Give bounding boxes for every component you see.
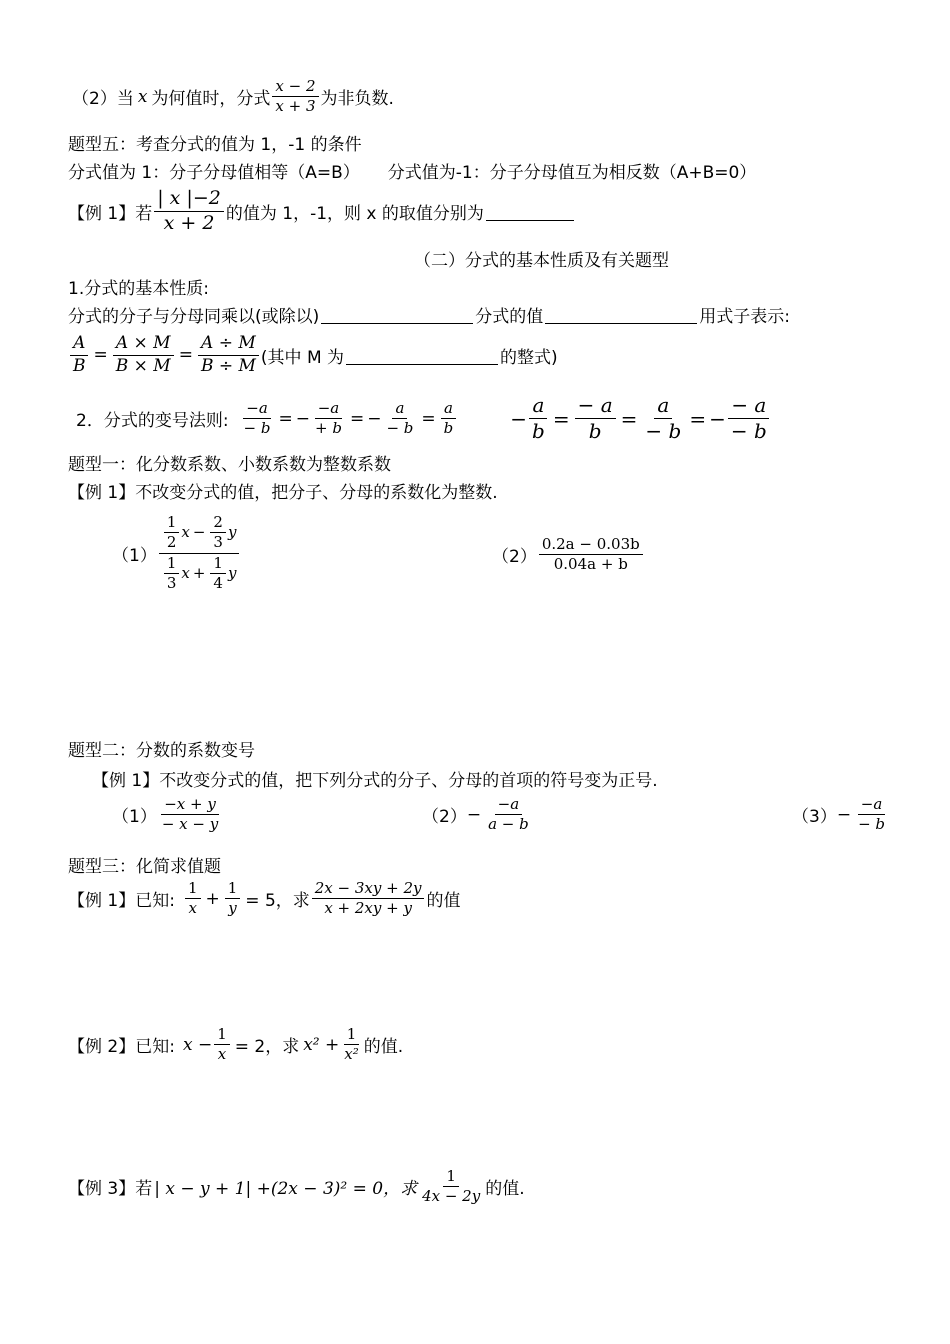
num: −a: [315, 400, 343, 419]
condition: | x − y + 1| +(2x − 3)² = 0，求: [154, 1179, 418, 1200]
t2-title: 题型二：分数的系数变号: [68, 741, 255, 761]
den: b: [588, 419, 602, 443]
den: − b: [858, 815, 886, 834]
type5-ex-fraction: [154, 188, 224, 235]
t1-problem-1: [112, 514, 241, 592]
type5-rules: [68, 158, 756, 183]
label: （2）: [422, 807, 467, 828]
t1-complex-num: [159, 514, 240, 554]
num: 0.2a − 0.03b: [539, 536, 643, 555]
x-squared-plus: x² +: [303, 1034, 340, 1055]
eq: =: [349, 408, 365, 429]
t2-f3: [855, 796, 888, 834]
num: 1: [164, 555, 180, 574]
num: −a: [858, 796, 886, 815]
plus: +: [192, 563, 206, 582]
type5-ex-label: 【例 1】若: [68, 203, 153, 224]
num: 2: [210, 514, 226, 533]
tail: 的值.: [363, 1037, 404, 1058]
den: x + 2xy + y: [324, 899, 412, 918]
t2-problem-1: [112, 796, 223, 834]
t2-problem-2: [422, 796, 534, 834]
sign-rule: [76, 394, 772, 443]
prop-blank-1[interactable]: [321, 305, 473, 324]
eq: =: [278, 408, 293, 429]
type5-title: 题型五：考查分式的值为 1，-1 的条件: [68, 135, 362, 155]
den: 2: [166, 533, 177, 552]
num: 1: [344, 1026, 360, 1045]
eq: =: [689, 406, 707, 431]
sign-b4: [728, 394, 770, 443]
type5-example: [68, 188, 576, 235]
t2-f2: [485, 796, 532, 834]
answer-blank[interactable]: [486, 202, 574, 221]
minus: −: [510, 406, 528, 431]
label: 【例 2】已知:: [68, 1037, 175, 1058]
den: 3: [166, 573, 177, 592]
prop-line: [68, 302, 790, 327]
eq: =: [620, 406, 638, 431]
den: B × M: [115, 355, 171, 376]
den: b: [532, 419, 545, 443]
half: [164, 514, 180, 552]
den: − b: [645, 419, 682, 443]
num: 1: [225, 880, 241, 899]
den: B: [73, 355, 86, 376]
num: −x + y: [161, 796, 219, 815]
t3-example-3: [68, 1168, 525, 1206]
den: − b: [243, 419, 271, 437]
t1-decimal-fraction: [539, 536, 643, 574]
one-over-x2: [341, 1026, 361, 1064]
t3-example-2: [68, 1026, 403, 1064]
q2-numerator: x − 2: [272, 78, 318, 97]
type5-ex-numerator: | x |−2: [154, 188, 224, 212]
den: + b: [315, 419, 342, 437]
q2-fraction: [272, 78, 318, 116]
t1-title: 题型一：化分数系数、小数系数为整数系数: [68, 455, 391, 475]
x: x: [181, 523, 190, 542]
q2-denominator: x + 3: [275, 97, 316, 116]
num: a: [654, 394, 672, 419]
den: 4x − 2y: [422, 1187, 481, 1206]
quarter: [210, 555, 226, 593]
eq: =: [93, 345, 108, 366]
num: 1: [443, 1168, 459, 1187]
den: 4: [213, 573, 223, 592]
den: y: [228, 899, 237, 918]
num: −a: [243, 400, 271, 419]
den: a − b: [488, 815, 529, 834]
den: − b: [730, 419, 767, 443]
prop-formula: [68, 334, 558, 376]
minus: −: [836, 804, 852, 825]
x: x: [181, 563, 190, 582]
t1-complex-den: [159, 554, 240, 593]
section2-title: （二）分式的基本性质及有关题型: [414, 251, 669, 271]
den: B ÷ M: [200, 355, 256, 376]
eq: =: [552, 406, 570, 431]
minus: −: [466, 804, 482, 825]
t1-problem-2: [492, 536, 645, 574]
one-over-y: [225, 880, 241, 918]
label: （3）: [792, 807, 837, 828]
y: y: [227, 523, 237, 542]
eq-text: = 5，求: [245, 891, 310, 912]
one-over-x: [214, 1026, 230, 1064]
t2-example: 【例 1】不改变分式的值，把下列分式的分子、分母的首项的符号变为正号.: [92, 771, 658, 791]
prop-frac-1: [70, 334, 89, 376]
num: a: [441, 400, 456, 419]
sign-b1: [529, 394, 548, 443]
den: x: [188, 899, 197, 918]
one-over-x: [185, 880, 201, 918]
num: 2x − 3xy + 2y: [312, 880, 425, 899]
label: 【例 1】已知:: [68, 891, 175, 912]
minus: −: [367, 408, 382, 429]
t3-ex3-target: [419, 1168, 483, 1206]
prop-title: 1.分式的基本性质:: [68, 279, 209, 299]
prop-blank-2[interactable]: [545, 305, 697, 324]
question-2: [72, 78, 394, 116]
type5-ex-text: 的值为 1，-1，则 x 的取值分别为: [225, 203, 484, 224]
y: y: [227, 563, 237, 582]
num: − a: [575, 394, 616, 419]
prop-frac-3: [198, 334, 259, 376]
t3-title: 题型三：化简求值题: [68, 857, 221, 877]
eq: =: [178, 345, 193, 366]
den: 0.04a + b: [553, 555, 628, 574]
t1-p1-label: （1）: [112, 545, 157, 566]
minus: −: [295, 408, 310, 429]
den: x: [217, 1045, 227, 1064]
t3-ex1-target: [312, 880, 425, 918]
prop-line-b: 分式的值: [475, 307, 544, 327]
sign-a2: [312, 400, 345, 438]
t1-p2-label: （2）: [492, 547, 537, 568]
num: 1: [164, 514, 180, 533]
sign-a3: [383, 400, 416, 438]
q2-var: x: [137, 86, 148, 107]
q2-mid: 为何值时，分式: [151, 89, 271, 110]
t2-problem-3: [792, 796, 890, 834]
t1-complex-fraction: [159, 514, 240, 592]
x-minus: x −: [182, 1034, 213, 1055]
num: A: [70, 334, 88, 356]
eq: =: [421, 408, 436, 429]
q2-suffix: 为非负数.: [320, 89, 394, 110]
type5-rule-b: 分式值为-1：分子分母值互为相反数（A+B=0）: [387, 163, 757, 183]
prop-line-c: 用式子表示:: [699, 307, 790, 327]
tail: 的值: [426, 891, 461, 912]
num: a: [529, 394, 547, 419]
prop-note-b: 的整式): [500, 347, 558, 368]
t1-example: 【例 1】不改变分式的值，把分子、分母的系数化为整数.: [68, 483, 498, 503]
sign-b3: [642, 394, 684, 443]
num: 1: [214, 1026, 230, 1045]
den: − x − y: [161, 815, 219, 834]
num: a: [392, 400, 407, 419]
sign-label: 2．分式的变号法则:: [76, 411, 229, 431]
minus: −: [192, 523, 206, 542]
eq-text: = 2，求: [234, 1037, 300, 1058]
den: x²: [344, 1045, 359, 1064]
two-thirds: [210, 514, 226, 552]
sign-b-group: [510, 394, 772, 443]
num: 1: [210, 555, 226, 574]
third: [164, 555, 180, 593]
sign-b2: [575, 394, 616, 443]
prop-blank-3[interactable]: [346, 346, 498, 365]
tail: 的值.: [485, 1179, 525, 1200]
q2-prefix: （2）当: [72, 89, 134, 110]
sign-a4: [441, 400, 457, 438]
num: A × M: [113, 334, 174, 356]
minus: −: [709, 406, 726, 431]
label: 【例 3】若: [68, 1179, 153, 1200]
den: 3: [213, 533, 223, 552]
type5-rule-a: 分式值为 1：分子分母值相等（A=B）: [68, 163, 360, 183]
sign-a1: [241, 400, 274, 438]
den: b: [443, 419, 454, 437]
type5-ex-denominator: x + 2: [163, 211, 215, 234]
label: （1）: [112, 807, 157, 828]
t2-f1: [159, 796, 221, 834]
prop-line-a: 分式的分子与分母同乘以(或除以): [68, 307, 320, 327]
num: − a: [728, 394, 769, 419]
t3-example-1: 【例 1】已知: $\frac{1}{x}$ + $\frac{1}{y}$ = 5，求 $\frac{2x - 3xy + 2y}{x + 2xy + y}$ 的值: [68, 879, 461, 918]
num: A ÷ M: [198, 334, 259, 356]
den: − b: [386, 419, 414, 437]
num: 1: [185, 880, 201, 899]
prop-frac-2: [113, 334, 174, 376]
num: −a: [495, 796, 523, 815]
prop-note-a: (其中 M 为: [260, 347, 345, 368]
